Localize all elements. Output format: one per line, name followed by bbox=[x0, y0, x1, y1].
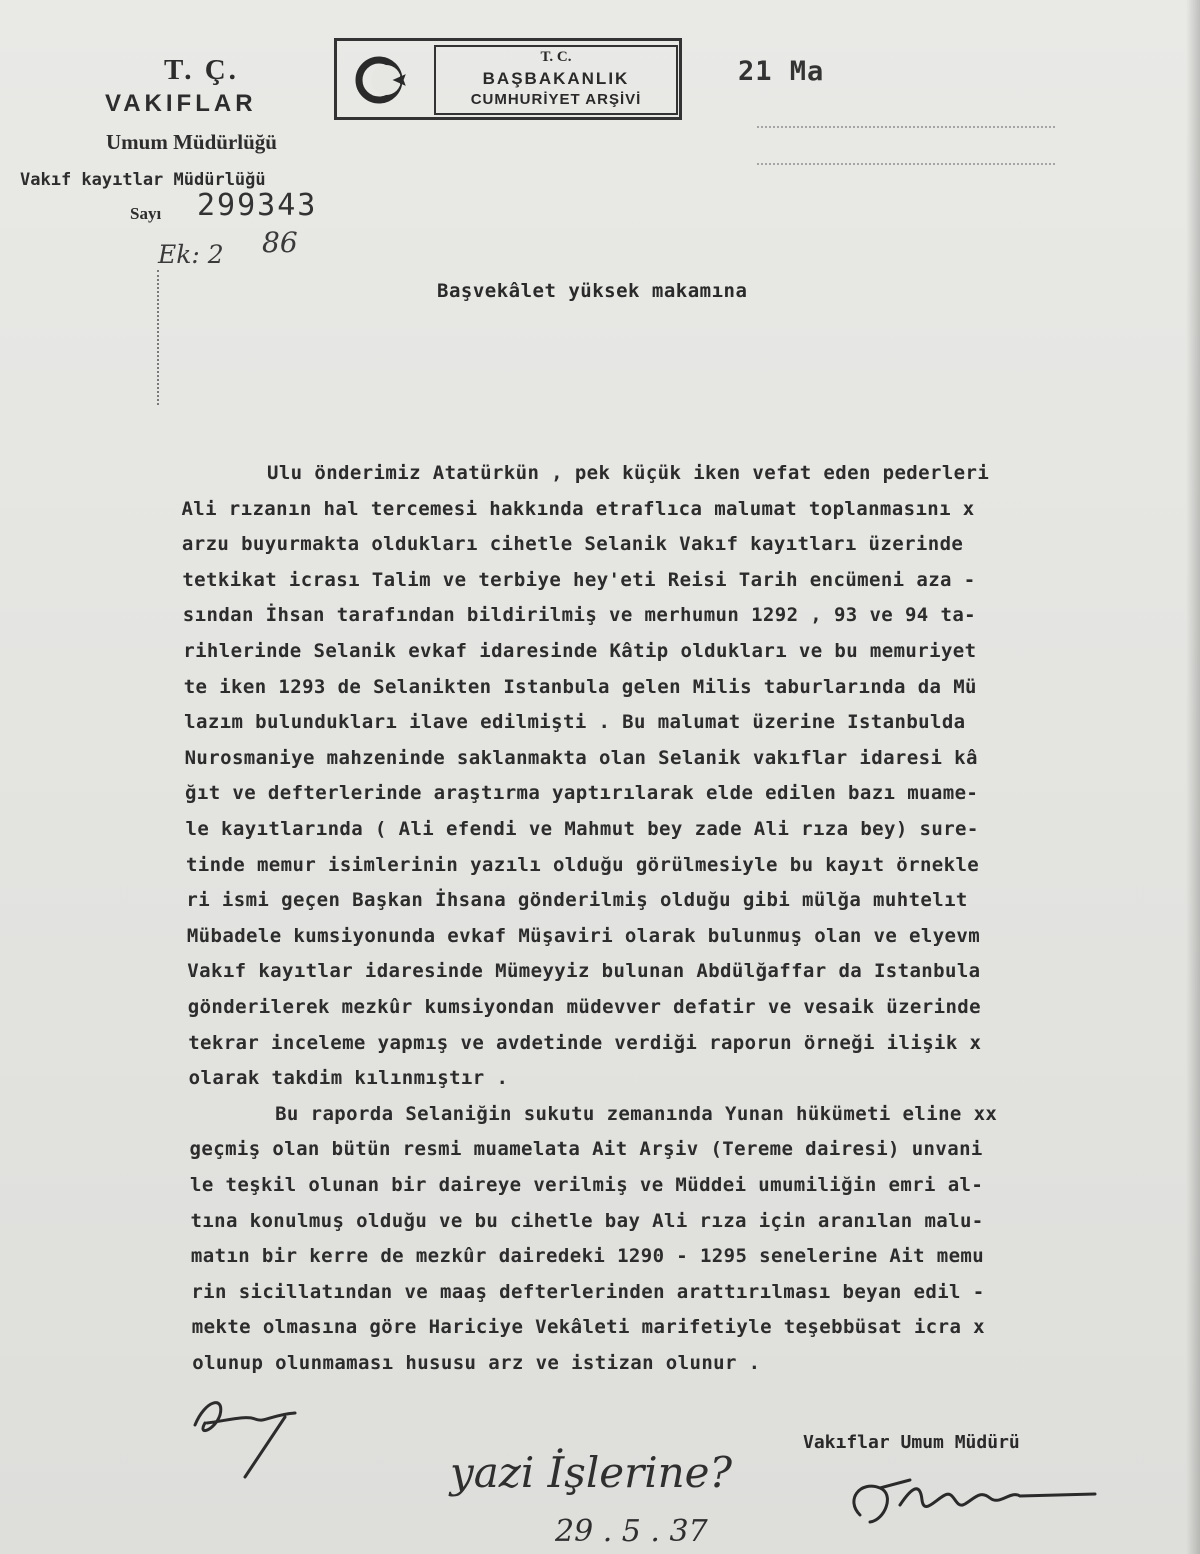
body-line: ğıt ve defterlerinde araştırma yaptırılarak elde edilen bazı muame- bbox=[185, 782, 979, 805]
body-line: lazım bulundukları ilave edilmişti . Bu malumat üzerine Istanbulda bbox=[184, 711, 966, 734]
body-line: olarak takdim kılınmıştır . bbox=[188, 1067, 509, 1090]
margin-dotted-line bbox=[157, 270, 159, 405]
salutation: Başvekâlet yüksek makamına bbox=[437, 280, 748, 302]
body-line: arzu buyurmakta oldukları cihetle Selanik Vakıf kayıtları üzerinde bbox=[181, 533, 964, 556]
number-value: 299343 bbox=[197, 188, 318, 223]
body-line: sından İhsan tarafından bildirilmiş ve merhumun 1292 , 93 ve 94 ta- bbox=[182, 604, 977, 627]
crescent-star-icon bbox=[349, 49, 419, 111]
body-line: tına konulmuş olduğu ve bu cihetle bay Ali rıza için aranılan malu- bbox=[190, 1209, 984, 1232]
body-line: te iken 1293 de Selanikten Istanbula gelen Milis taburlarında da Mü bbox=[183, 675, 977, 698]
body-line: Ulu önderimiz Atatürkün , pek küçük iken vefat eden pederleri bbox=[267, 462, 990, 484]
signatory-title: Vakıflar Umum Müdürü bbox=[803, 1432, 1020, 1453]
dotted-rule bbox=[757, 163, 1055, 165]
number-label: Sayı bbox=[130, 204, 162, 223]
body-line: rihlerinde Selanik evkaf idaresinde Kâtip oldukları ve bu memuriyet bbox=[183, 640, 977, 662]
body-line: ri ismi geçen Başkan İhsana gönderilmiş olduğu gibi mülğa muhtelıt bbox=[186, 889, 968, 912]
body-line: rin sicillatından ve maaş defterlerinden arattırılması beyan edil - bbox=[191, 1280, 985, 1303]
archive-stamp-text-box bbox=[434, 45, 678, 115]
archive-stamp bbox=[334, 38, 682, 120]
body-line: matın bir kerre de mezkûr dairedeki 1290 - 1295 senelerine Ait memu bbox=[190, 1245, 985, 1268]
body-line: gönderilerek mezkûr kumsiyondan müdevver defatir ve vesaik üzerinde bbox=[187, 996, 981, 1018]
body-line: Vakıf kayıtlar idaresinde Mümeyyiz bulunan Abdülğaffar da Istanbula bbox=[187, 960, 981, 983]
body-line: mekte olmasına göre Hariciye Vekâleti marifetiyle teşebbüsat icra x bbox=[191, 1316, 986, 1339]
stamp-line-basbakanlik: BAŞBAKANLIK bbox=[482, 69, 630, 88]
body-line: Nurosmaniye mahzeninde saklanmakta olan Selanik vakıflar idaresi kâ bbox=[184, 746, 978, 769]
letterhead-directorate: Umum Müdürlüğü bbox=[106, 130, 277, 154]
body-line: tinde memur isimlerinin yazılı olduğu görülmesiyle bu kayıt örnekle bbox=[185, 853, 980, 876]
handwritten-note: yazi İşlerine? bbox=[450, 1448, 733, 1497]
body-line: Bu raporda Selaniğin sukutu zemanında Yunan hükümeti eline xx bbox=[275, 1102, 998, 1125]
body-line: tetkikat icrası Talim ve terbiye hey'eti Reisi Tarih encümeni aza - bbox=[182, 568, 976, 591]
left-initial-signature bbox=[185, 1385, 315, 1485]
stamp-line-archive: CUMHURİYET ARŞİVİ bbox=[470, 91, 642, 108]
handwritten-number: 86 bbox=[262, 226, 298, 259]
letterhead-department: Vakıf kayıtlar Müdürlüğü bbox=[20, 170, 266, 190]
body-line: olunup olunmaması hususu arz ve istizan olunur . bbox=[192, 1352, 761, 1374]
body-line: Mübadele kumsiyonunda evkaf Müşaviri olarak bulunmuş olan ve elyevm bbox=[186, 924, 981, 947]
body-line: geçmiş olan bütün resmi muamelata Ait Arşiv (Tereme dairesi) unvani bbox=[189, 1138, 983, 1161]
body-line: le teşkil olunan bir daireye verilmiş ve Müddei umumiliğin emri al- bbox=[190, 1174, 984, 1196]
body-line: le kayıtlarında ( Ali efendi ve Mahmut bey zade Ali rıza bey) sure- bbox=[185, 818, 979, 840]
handwritten-ref: Ek: 2 bbox=[158, 240, 224, 269]
body-line: Ali rızanın hal tercemesi hakkında etraflıca malumat toplanmasını x bbox=[181, 497, 975, 520]
body-line: tekrar inceleme yapmış ve avdetinde verdiği raporun örneği ilişik x bbox=[188, 1031, 982, 1054]
date-stamp: 21 Ma bbox=[738, 56, 825, 87]
handwritten-date: 29 . 5 . 37 bbox=[555, 1514, 708, 1549]
dotted-rule bbox=[757, 126, 1055, 128]
page-edge-shadow bbox=[1186, 0, 1200, 1554]
letterhead-tc: T. Ç. bbox=[164, 54, 239, 86]
letterhead-institution: VAKIFLAR bbox=[105, 90, 257, 117]
stamp-line-tc: T. C. bbox=[540, 49, 572, 65]
director-signature bbox=[840, 1460, 1110, 1540]
